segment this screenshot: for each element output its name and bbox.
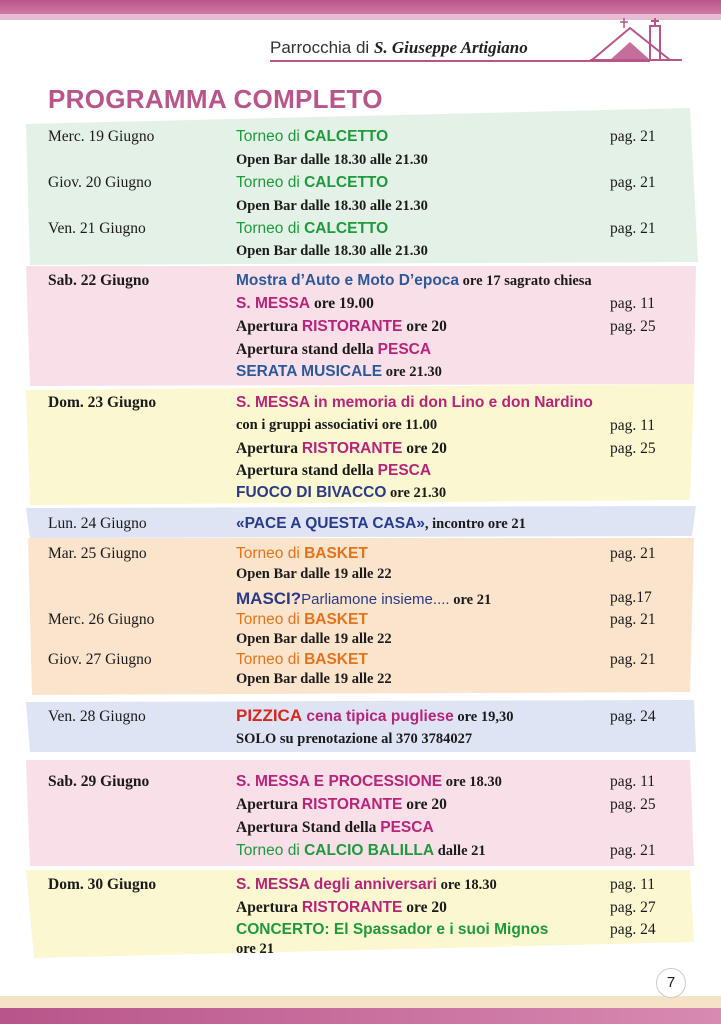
- page-ref: pag. 21: [610, 128, 656, 145]
- page-ref: pag. 21: [610, 611, 656, 628]
- event-subline: Open Bar dalle 19 alle 22: [236, 631, 392, 647]
- event-calcetto-21: Torneo di CALCETTO: [236, 220, 389, 237]
- event-ristorante-29: Apertura RISTORANTE ore 20: [236, 796, 447, 813]
- date-sab-29: Sab. 29 Giugno: [48, 773, 150, 790]
- date-merc-26: Merc. 26 Giugno: [48, 611, 155, 628]
- date-ven-21: Ven. 21 Giugno: [48, 220, 146, 237]
- event-basket-25: Torneo di BASKET: [236, 545, 368, 562]
- page-ref: pag. 21: [610, 842, 656, 859]
- date-dom-30: Dom. 30 Giugno: [48, 876, 157, 893]
- event-fuoco-bivacco: FUOCO DI BIVACCO ore 21.30: [236, 484, 447, 501]
- date-merc-19: Merc. 19 Giugno: [48, 128, 155, 145]
- parish-header: Parrocchia di S. Giuseppe Artigiano: [270, 38, 528, 57]
- event-basket-26: Torneo di BASKET: [236, 611, 368, 628]
- event-subline: SOLO su prenotazione al 370 3784027: [236, 731, 473, 747]
- page-ref: pag. 21: [610, 220, 656, 237]
- event-calcetto-20: Torneo di CALCETTO: [236, 174, 389, 191]
- page-ref: pag. 11: [610, 417, 656, 434]
- page-ref: pag. 24: [610, 708, 656, 725]
- event-mostra-auto: Mostra d’Auto e Moto D’epoca ore 17 sagrato chiesa: [236, 272, 592, 289]
- page-ref: pag. 25: [610, 796, 656, 813]
- event-messa-23: S. MESSA in memoria di don Lino e don Nardino: [236, 394, 593, 411]
- date-giov-27: Giov. 27 Giugno: [48, 651, 152, 668]
- event-subline: ore 21: [236, 941, 274, 957]
- page-ref: pag. 11: [610, 295, 656, 312]
- page-ref: pag. 25: [610, 318, 656, 335]
- page-ref: pag. 25: [610, 440, 656, 457]
- date-lun-24: Lun. 24 Giugno: [48, 515, 147, 532]
- event-subline: Open Bar dalle 18.30 alle 21.30: [236, 152, 428, 168]
- page-ref: pag. 21: [610, 651, 656, 668]
- event-subline: con i gruppi associativi ore 11.00: [236, 417, 438, 433]
- event-ristorante-22: Apertura RISTORANTE ore 20: [236, 318, 447, 335]
- event-subline: Open Bar dalle 18.30 alle 21.30: [236, 198, 428, 214]
- date-giov-20: Giov. 20 Giugno: [48, 174, 152, 191]
- event-pesca-29: Apertura Stand della PESCA: [236, 819, 434, 836]
- event-pesca-22: Apertura stand della PESCA: [236, 341, 432, 358]
- event-messa-22: S. MESSA ore 19.00: [236, 295, 374, 312]
- page-ref: pag. 11: [610, 876, 656, 893]
- event-subline: Open Bar dalle 19 alle 22: [236, 671, 392, 687]
- date-ven-28: Ven. 28 Giugno: [48, 708, 146, 725]
- event-ristorante-30: Apertura RISTORANTE ore 20: [236, 899, 447, 916]
- event-subline: Open Bar dalle 19 alle 22: [236, 566, 392, 582]
- page-ref: pag. 27: [610, 899, 656, 916]
- date-sab-22: Sab. 22 Giugno: [48, 272, 150, 289]
- event-subline: Open Bar dalle 18.30 alle 21.30: [236, 243, 428, 259]
- event-calcio-balilla: Torneo di CALCIO BALILLA dalle 21: [236, 842, 486, 859]
- parish-name: S. Giuseppe Artigiano: [373, 38, 528, 57]
- page-ref: pag. 24: [610, 921, 656, 938]
- event-ristorante-23: Apertura RISTORANTE ore 20: [236, 440, 447, 457]
- event-masci: MASCI?Parliamone insieme.... ore 21: [236, 589, 492, 608]
- footer-decor-stripe: [0, 996, 721, 1008]
- page-title: PROGRAMMA COMPLETO: [48, 84, 383, 114]
- page-ref: pag.17: [610, 589, 652, 606]
- date-mar-25: Mar. 25 Giugno: [48, 545, 147, 562]
- event-basket-27: Torneo di BASKET: [236, 651, 368, 668]
- footer-decor-bar: [0, 1008, 721, 1024]
- event-pace-casa: «PACE A QUESTA CASA», incontro ore 21: [236, 515, 526, 532]
- event-concerto: CONCERTO: El Spassador e i suoi Mignos: [236, 921, 549, 938]
- event-pesca-23: Apertura stand della PESCA: [236, 462, 432, 479]
- page-ref: pag. 21: [610, 174, 656, 191]
- event-calcetto-19: Torneo di CALCETTO: [236, 128, 389, 145]
- event-serata-musicale: SERATA MUSICALE ore 21.30: [236, 363, 442, 380]
- page-number: 7: [656, 968, 686, 998]
- event-messa-anniversari: S. MESSA degli anniversari ore 18.30: [236, 876, 497, 893]
- event-messa-processione: S. MESSA E PROCESSIONE ore 18.30: [236, 773, 502, 790]
- page-ref: pag. 21: [610, 545, 656, 562]
- date-dom-23: Dom. 23 Giugno: [48, 394, 157, 411]
- event-pizzica: PIZZICA cena tipica pugliese ore 19,30: [236, 706, 514, 725]
- page-ref: pag. 11: [610, 773, 656, 790]
